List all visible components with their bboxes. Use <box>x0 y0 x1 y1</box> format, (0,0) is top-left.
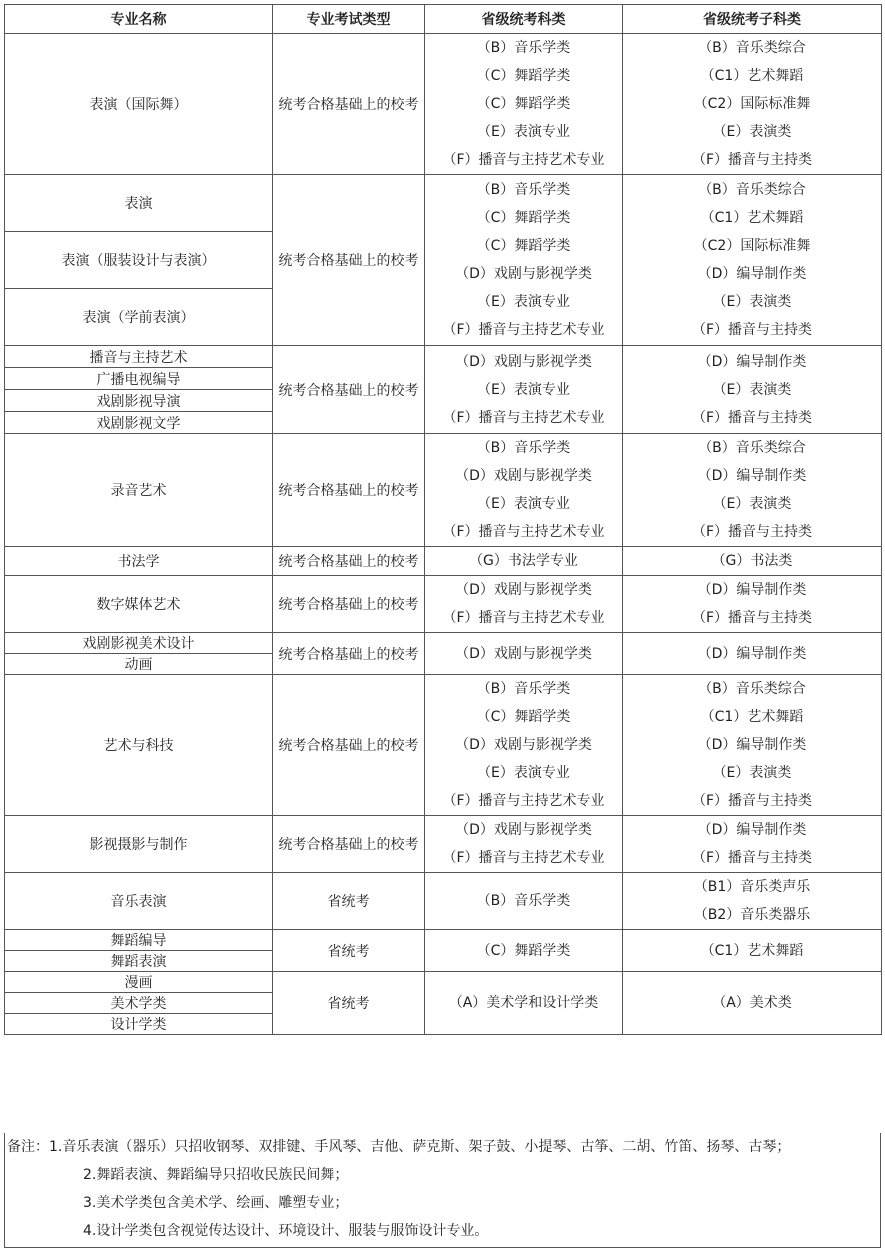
subcategory-cell <box>623 873 882 930</box>
exam-type-cell: 统考合格基础上的校考 <box>273 576 425 633</box>
exam-type-cell: 统考合格基础上的校考 <box>273 175 425 346</box>
subcategory-item: （B2）音乐类器乐 <box>693 907 811 923</box>
table-body <box>5 34 882 1035</box>
category-item: （E）表演专业 <box>477 294 570 310</box>
subcategory-cell <box>623 972 882 1035</box>
major-name-cell: 录音艺术 <box>5 434 273 547</box>
subcategory-item: （F）播音与主持类 <box>691 524 813 540</box>
table-row <box>5 346 882 368</box>
category-item: （D）戏剧与影视学类 <box>455 737 592 753</box>
major-name-cell: 舞蹈表演 <box>5 951 273 972</box>
subcategory-item: （B）音乐类综合 <box>698 182 806 198</box>
exam-type-cell: 省统考 <box>273 873 425 930</box>
subcategory-cell <box>623 346 882 434</box>
subcategory-cell <box>623 434 882 547</box>
category-item: （F）播音与主持艺术专业 <box>442 524 605 540</box>
category-cell <box>425 816 623 873</box>
category-item: （D）戏剧与影视学类 <box>455 353 592 370</box>
note-line: 2.舞蹈表演、舞蹈编导只招收民族民间舞； <box>83 1167 349 1183</box>
category-item: （C）舞蹈学类 <box>476 210 571 226</box>
category-item: （E）表演专业 <box>477 765 570 781</box>
subcategory-item: （D）编导制作类 <box>697 645 807 662</box>
category-item: （G）书法学专业 <box>469 553 578 569</box>
table-row <box>5 930 882 951</box>
major-name-cell: 数字媒体艺术 <box>5 576 273 633</box>
category-item: （D）戏剧与影视学类 <box>455 645 592 662</box>
category-item: （D）戏剧与影视学类 <box>455 468 592 484</box>
subcategory-item: （D）编导制作类 <box>697 582 807 598</box>
table-row <box>5 972 882 993</box>
header-subcategory: 省级统考子科类 <box>623 5 882 34</box>
subcategory-item: （C2）国际标准舞 <box>693 238 811 254</box>
subcategory-item: （D）编导制作类 <box>697 737 807 753</box>
header-category: 省级统考科类 <box>425 5 623 34</box>
category-cell <box>425 434 623 547</box>
category-item: （E）表演专业 <box>477 124 570 140</box>
subcategory-item: （B）音乐类综合 <box>698 681 806 697</box>
major-name-cell: 播音与主持艺术 <box>5 346 273 368</box>
subcategory-item: （F）播音与主持类 <box>691 793 813 809</box>
category-item: （D）戏剧与影视学类 <box>455 582 592 598</box>
category-item: （B）音乐学类 <box>476 681 571 697</box>
subcategory-item: （E）表演类 <box>712 765 792 781</box>
major-category-table <box>4 4 882 1035</box>
header-exam-type: 专业考试类型 <box>273 5 425 34</box>
subcategory-cell <box>623 34 882 175</box>
exam-type-cell: 省统考 <box>273 972 425 1035</box>
category-item: （B）音乐学类 <box>476 40 571 56</box>
category-item: （B）音乐学类 <box>476 893 571 909</box>
subcategory-item: （C1）艺术舞蹈 <box>700 210 804 226</box>
notes-section <box>4 1133 881 1248</box>
subcategory-cell <box>623 675 882 816</box>
category-item: （E）表演专业 <box>477 381 570 398</box>
major-name-cell: 音乐表演 <box>5 873 273 930</box>
table-row <box>5 547 882 576</box>
table-header <box>5 5 882 34</box>
exam-type-cell: 统考合格基础上的校考 <box>273 675 425 816</box>
category-cell <box>425 175 623 346</box>
category-item: （A）美术学和设计学类 <box>448 995 599 1011</box>
category-item: （C）舞蹈学类 <box>476 942 571 959</box>
subcategory-item: （A）美术类 <box>712 995 792 1011</box>
subcategory-item: （F）播音与主持类 <box>691 322 813 338</box>
category-item: （C）舞蹈学类 <box>476 709 571 725</box>
exam-type-cell: 统考合格基础上的校考 <box>273 34 425 175</box>
major-name-cell: 艺术与科技 <box>5 675 273 816</box>
category-item: （F）播音与主持艺术专业 <box>442 409 605 426</box>
exam-type-cell: 统考合格基础上的校考 <box>273 547 425 576</box>
major-name-cell: 美术学类 <box>5 993 273 1014</box>
subcategory-item: （B）音乐类综合 <box>698 40 806 56</box>
table-row <box>5 675 882 816</box>
subcategory-cell <box>623 576 882 633</box>
category-item: （D）戏剧与影视学类 <box>455 822 592 838</box>
header-major-name: 专业名称 <box>5 5 273 34</box>
note-line: 4.设计学类包含视觉传达设计、环境设计、服装与服饰设计专业。 <box>83 1223 489 1239</box>
subcategory-item: （C1）艺术舞蹈 <box>700 68 804 84</box>
subcategory-item: （E）表演类 <box>712 294 792 310</box>
note-line: 备注：1.音乐表演（器乐）只招收钢琴、双排键、手风琴、吉他、萨克斯、架子鼓、小提琴、古筝、二胡、竹笛、扬琴、古琴； <box>7 1139 791 1155</box>
table-row <box>5 434 882 547</box>
category-cell <box>425 675 623 816</box>
subcategory-item: （D）编导制作类 <box>697 353 807 370</box>
major-name-cell: 影视摄影与制作 <box>5 816 273 873</box>
major-name-cell: 表演（学前表演） <box>5 289 273 346</box>
category-item: （C）舞蹈学类 <box>476 238 571 254</box>
subcategory-item: （E）表演类 <box>712 496 792 512</box>
category-item: （F）播音与主持艺术专业 <box>442 152 605 168</box>
subcategory-item: （F）播音与主持类 <box>691 850 813 866</box>
exam-type-cell: 统考合格基础上的校考 <box>273 346 425 434</box>
subcategory-item: （G）书法类 <box>711 553 793 569</box>
category-cell <box>425 547 623 576</box>
category-item: （F）播音与主持艺术专业 <box>442 610 605 626</box>
major-name-cell: 表演（服装设计与表演） <box>5 232 273 289</box>
table-row <box>5 816 882 873</box>
subcategory-item: （F）播音与主持类 <box>691 152 813 168</box>
category-item: （F）播音与主持艺术专业 <box>442 850 605 866</box>
major-name-cell: 设计学类 <box>5 1014 273 1035</box>
subcategory-item: （B1）音乐类声乐 <box>693 879 811 895</box>
category-item: （B）音乐学类 <box>476 440 571 456</box>
category-item: （C）舞蹈学类 <box>476 96 571 112</box>
subcategory-cell <box>623 175 882 346</box>
subcategory-cell <box>623 930 882 972</box>
table-row <box>5 175 882 232</box>
major-name-cell: 广播电视编导 <box>5 368 273 390</box>
subcategory-item: （D）编导制作类 <box>697 822 807 838</box>
major-name-cell: 表演 <box>5 175 273 232</box>
category-cell <box>425 34 623 175</box>
subcategory-cell <box>623 816 882 873</box>
subcategory-cell <box>623 633 882 675</box>
category-item: （F）播音与主持艺术专业 <box>442 322 605 338</box>
subcategory-item: （E）表演类 <box>712 381 792 398</box>
category-item: （C）舞蹈学类 <box>476 68 571 84</box>
category-cell <box>425 633 623 675</box>
subcategory-cell <box>623 547 882 576</box>
subcategory-item: （C2）国际标准舞 <box>693 96 811 112</box>
subcategory-item: （D）编导制作类 <box>697 468 807 484</box>
table-row <box>5 873 882 930</box>
category-item: （E）表演专业 <box>477 496 570 512</box>
major-name-cell: 漫画 <box>5 972 273 993</box>
major-name-cell: 舞蹈编导 <box>5 930 273 951</box>
category-cell <box>425 873 623 930</box>
major-name-cell: 戏剧影视美术设计 <box>5 633 273 654</box>
category-item: （D）戏剧与影视学类 <box>455 266 592 282</box>
major-name-cell: 动画 <box>5 654 273 675</box>
subcategory-item: （C1）艺术舞蹈 <box>700 942 804 959</box>
subcategory-item: （F）播音与主持类 <box>691 610 813 626</box>
subcategory-item: （E）表演类 <box>712 124 792 140</box>
major-name-cell: 戏剧影视导演 <box>5 390 273 412</box>
table-row <box>5 576 882 633</box>
table-row <box>5 34 882 175</box>
subcategory-item: （B）音乐类综合 <box>698 440 806 456</box>
exam-type-cell: 统考合格基础上的校考 <box>273 633 425 675</box>
category-cell <box>425 972 623 1035</box>
exam-type-cell: 省统考 <box>273 930 425 972</box>
subcategory-item: （F）播音与主持类 <box>691 409 813 426</box>
exam-type-cell: 统考合格基础上的校考 <box>273 434 425 547</box>
category-cell <box>425 346 623 434</box>
category-item: （F）播音与主持艺术专业 <box>442 793 605 809</box>
major-name-cell: 戏剧影视文学 <box>5 412 273 434</box>
subcategory-item: （D）编导制作类 <box>697 266 807 282</box>
major-name-cell: 表演（国际舞） <box>5 34 273 175</box>
category-item: （B）音乐学类 <box>476 182 571 198</box>
note-line: 3.美术学类包含美术学、绘画、雕塑专业； <box>83 1195 349 1211</box>
exam-type-cell: 统考合格基础上的校考 <box>273 816 425 873</box>
table-row <box>5 633 882 654</box>
category-cell <box>425 930 623 972</box>
subcategory-item: （C1）艺术舞蹈 <box>700 709 804 725</box>
major-name-cell: 书法学 <box>5 547 273 576</box>
category-cell <box>425 576 623 633</box>
